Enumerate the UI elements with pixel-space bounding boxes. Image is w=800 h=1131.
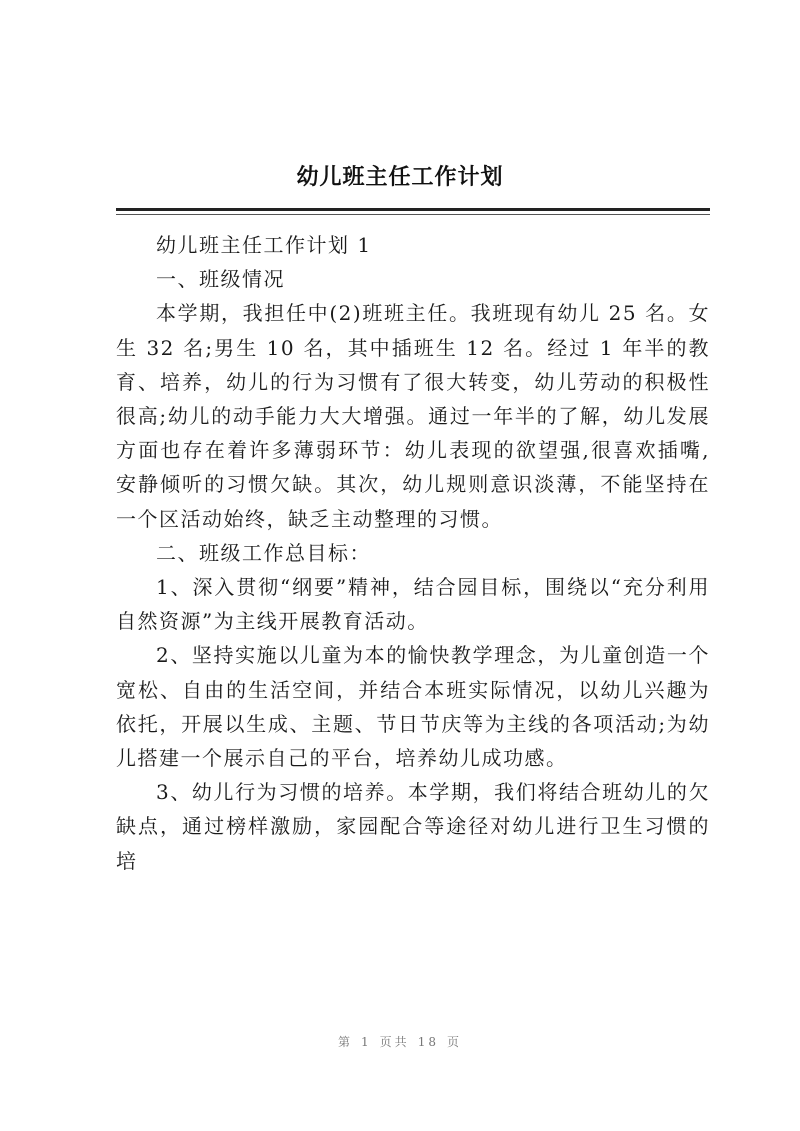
page-title: 幼儿班主任工作计划 — [296, 164, 504, 190]
footer-prefix: 第 — [338, 1035, 354, 1049]
footer-suffix: 页 — [446, 1035, 462, 1049]
paragraph-goal-1: 1、深入贯彻“纲要”精神，结合园目标，围绕以“充分利用自然资源”为主线开展教育活动。 — [116, 575, 710, 634]
page-footer — [0, 1033, 800, 1050]
subheading-work-goals: 二、班级工作总目标： — [156, 540, 371, 565]
paragraph-class-situation: 本学期，我担任中(2)班班主任。我班现有幼儿 25 名。女生 32 名;男生 10 名，其中插班生 12 名。经过 1 年半的教育、培养，幼儿的行为习惯有了很大转变，幼儿劳动的积极性很高;幼儿的动手能力大大增强。通过一年半的了解，幼儿发展方面也存在着许多薄弱环节：幼儿表现的欲望强,很喜欢插嘴,安静倾听的习惯欠缺。其次，幼儿规则意识淡薄，不能坚持在一个区活动始终，缺乏主动整理的习惯。 — [116, 301, 710, 531]
title-divider — [116, 208, 710, 211]
section-heading: 幼儿班主任工作计划 1 — [156, 233, 372, 257]
footer-middle: 页共 — [379, 1035, 410, 1049]
paragraph-goal-3: 3、幼儿行为习惯的培养。本学期，我们将结合班幼儿的欠缺点，通过榜样激励，家园配合等途径对幼儿进行卫生习惯的培 — [116, 780, 710, 873]
paragraph-goal-2: 2、坚持实施以儿童为本的愉快教学理念，为儿童创造一个宽松、自由的生活空间，并结合本班实际情况，以幼儿兴趣为依托，开展以生成、主题、节日节庆等为主线的各项活动;为幼儿搭建一个展示自己的平台，培养幼儿成功感。 — [116, 643, 710, 771]
subheading-class-situation: 一、班级情况 — [156, 267, 285, 292]
document-body — [116, 228, 710, 878]
page-number: 1 — [361, 1035, 372, 1049]
title-divider-thin — [116, 214, 710, 215]
total-pages: 18 — [417, 1035, 439, 1049]
